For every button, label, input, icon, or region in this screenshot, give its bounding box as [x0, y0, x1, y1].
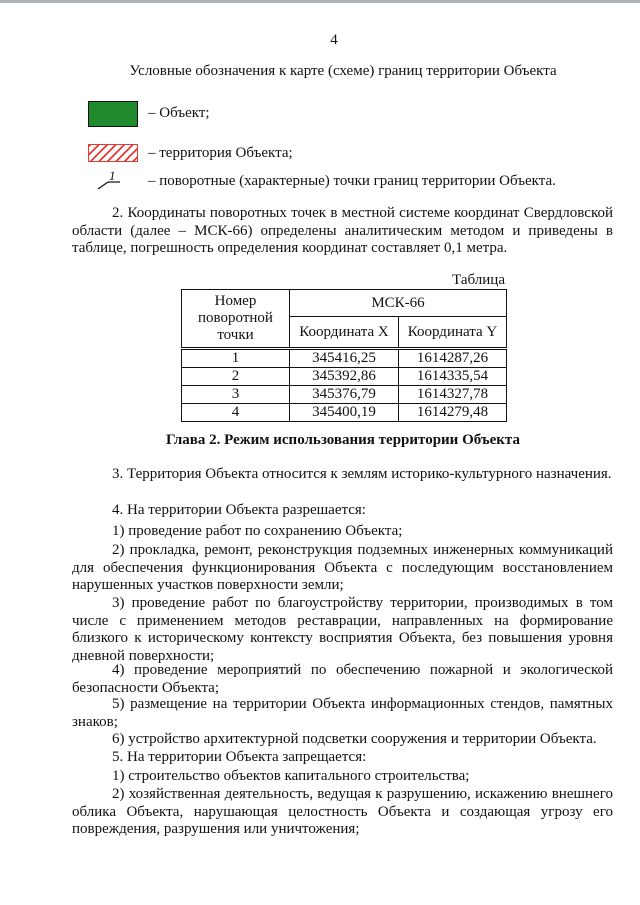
table-row [182, 386, 507, 404]
cell-x: 345400,19 [290, 404, 399, 422]
green-fill-swatch-icon [88, 101, 138, 127]
paragraph-3: 3. Территория Объекта относится к землям историко-культурного назначения. [112, 466, 612, 482]
page-number: 4 [330, 32, 338, 48]
chapter-title: Глава 2. Режим использования территории Объекта [166, 432, 520, 448]
red-hatch-swatch-icon [88, 144, 138, 162]
cell-x: 345416,25 [290, 349, 399, 368]
table-row [182, 368, 507, 386]
cell-point-number: 3 [182, 386, 290, 404]
paragraph-4-item-5: 5) размещение на территории Объекта информационных стендов, памятных знаков; [72, 696, 613, 730]
paragraph-4-item-4: 4) проведение мероприятий по обеспечению пожарной и экологической безопасности Объекта; [72, 662, 613, 696]
paragraph-4: 4. На территории Объекта разрешается: [112, 502, 366, 518]
header-coordinate-system: МСК-66 [290, 290, 507, 317]
paragraph-5: 5. На территории Объекта запрещается: [112, 749, 367, 765]
section-2-paragraph: 2. Координаты поворотных точек в местной системе координат Свердловской области (далее – МСК-66) определены аналитическим методом и приведены в таблице, погрешность определения координат составляет 0,1 метра. [72, 205, 613, 257]
page-edge-line [0, 0, 640, 3]
legend-item-label: – Объект; [148, 105, 210, 121]
table-caption: Таблица [452, 272, 505, 288]
legend-item-label: – поворотные (характерные) точки границ территории Объекта. [148, 173, 556, 189]
legend-title: Условные обозначения к карте (схеме) границ территории Объекта [129, 63, 557, 79]
paragraph-4-item-2: 2) прокладка, ремонт, реконструкция подземных инженерных коммуникаций для обеспечения функционирования Объекта с последующим восстановлением нарушенных участков поверхности земли; [72, 542, 613, 594]
paragraph-5-item-2: 2) хозяйственная деятельность, ведущая к разрушению, искажению внешнего облика Объекта, нарушающая целостность Объекта и создающая угрозу его повреждения, разрушения или уничтожения; [72, 786, 613, 838]
table-row [182, 404, 507, 422]
paragraph-5-item-1: 1) строительство объектов капитального строительства; [112, 768, 470, 784]
header-point-number: Номер поворотной точки [182, 290, 290, 349]
cell-point-number: 2 [182, 368, 290, 386]
cell-y: 1614335,54 [399, 368, 507, 386]
legend-item-label: – территория Объекта; [148, 145, 293, 161]
cell-x: 345392,86 [290, 368, 399, 386]
paragraph-4-item-6: 6) устройство архитектурной подсветки сооружения и территории Объекта. [112, 731, 597, 747]
header-coordinate-y: Координата Y [399, 317, 507, 349]
turning-point-marker-icon [88, 169, 138, 195]
paragraph-4-item-1: 1) проведение работ по сохранению Объекта; [112, 523, 403, 539]
turning-point-number: 1 [109, 169, 116, 183]
cell-y: 1614287,26 [399, 349, 507, 368]
header-coordinate-x: Координата X [290, 317, 399, 349]
legend-item-territory [88, 141, 608, 167]
cell-y: 1614279,48 [399, 404, 507, 422]
paragraph-4-item-3: 3) проведение работ по благоустройству территории, производимых в том числе с применением методов реставрации, направленных на формирование близкого к историческому контексту восприятия Объекта, без повышения уровня дневной поверхности; [72, 595, 613, 664]
coordinates-table [181, 289, 507, 422]
cell-x: 345376,79 [290, 386, 399, 404]
legend-item-object [88, 101, 608, 127]
table-row [182, 349, 507, 368]
cell-point-number: 4 [182, 404, 290, 422]
cell-y: 1614327,78 [399, 386, 507, 404]
cell-point-number: 1 [182, 349, 290, 368]
legend-item-turning-point [88, 169, 608, 195]
